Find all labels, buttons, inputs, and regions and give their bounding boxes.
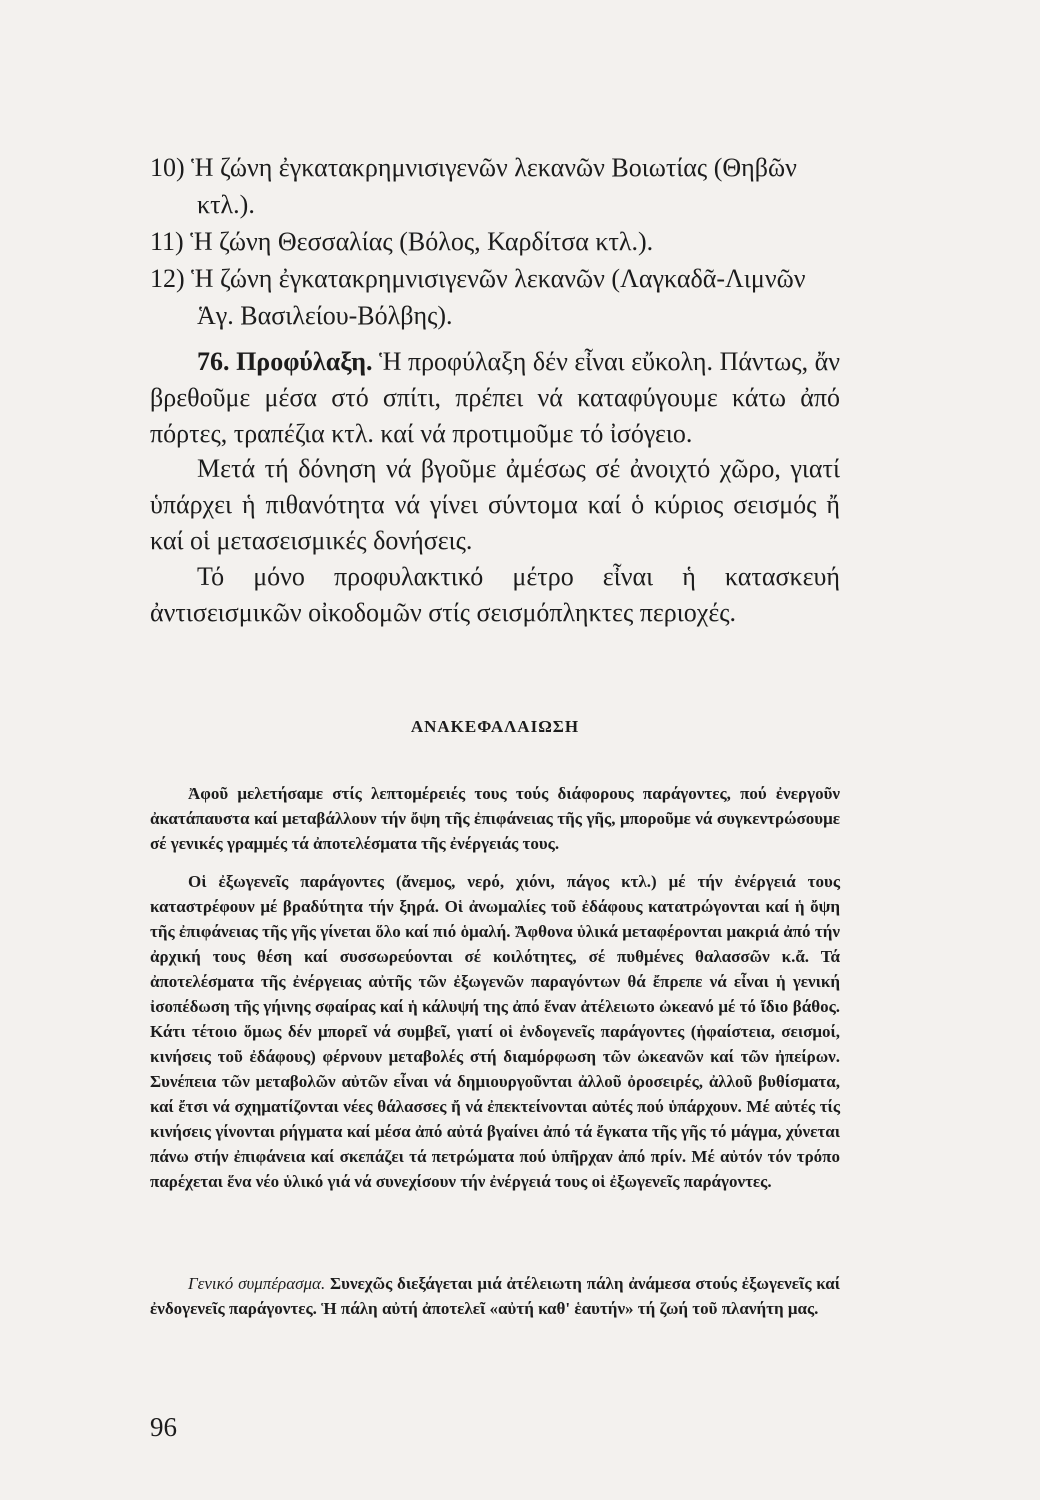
summary-heading: ΑΝΑΚΕΦΑΛΑΙΩΣΗ [410,717,580,736]
zone-text: Ἡ ζώνη ἐγκατακρημνισιγενῶν λεκανῶν (Λαγκαδᾶ-Λιμνῶν [191,264,806,293]
summary-paragraph-1: Ἀφοῦ μελετήσαμε στίς λεπτομέρειές τους τούς διάφορους παράγοντες, πού ἐνεργοῦν ἀκατάπαυστα καί μεταβάλλουν τήν ὄψη τῆς ἐπιφάνειας τῆς γῆς, μποροῦμε νά συγκεντρώσουμε σέ γενικές γραμμές τά ἀποτελέσματα τῆς ἐνέργειάς τους. [150,784,840,853]
zone-number: 12) [150,264,185,293]
zone-item-10 [150,149,840,223]
summary-paragraph-2: Οἱ ἐξωγενεῖς παράγοντες (ἄνεμος, νερό, χιόνι, πάγος κτλ.) μέ τήν ἐνέργειά τους καταστρέφουν μέ βραδύτητα τήν ξηρά. Οἱ ἀνωμαλίες τοῦ ἐδάφους κατατρώγονται καί ἡ ὄψη τῆς ἐπιφάνειας τῆς γῆς γίνεται ὅλο καί πιό ὁμαλή. Ἄφθονα ὑλικά μεταφέρονται μακριά ἀπό τήν ἀρχική τους θέση καί συσσωρεύονται σέ κοιλότητες, σέ πυθμένες θαλασσῶν κ.ἄ. Τά ἀποτελέσματα τῆς ἐνέργειας αὐτῆς τῶν ἐξωγενῶν παραγόντων θά ἔπρεπε νά εἶναι ἡ γενική ἰσοπέδωση τῆς γήινης σφαίρας καί ἡ κάλυψή της ἀπό ἕναν ἀτέλειωτο ὠκεανό μέ τό ἴδιο βάθος. Κάτι τέτοιο ὅμως δέν μπορεῖ νά συμβεῖ, γιατί οἱ ἐνδογενεῖς παράγοντες (ἡφαίστεια, σεισμοί, κινήσεις τοῦ ἐδάφους) φέρνουν μεταβολές στή διαμόρφωση τῶν ὠκεανῶν καί τῶν ἠπείρων. Συνέπεια τῶν μεταβολῶν αὐτῶν εἶναι νά δημιουργοῦνται ἀλλοῦ ὀροσειρές, ἀλλοῦ βυθίσματα, καί ἔτσι νά σχηματίζονται νέες θάλασσες ἤ νά ἐπεκτείνονται αὐτές πού ὑπάρχουν. Μέ αὐτές τίς κινήσεις γίνονται ρήγματα καί μέσα ἀπό αὐτά βγαίνει ἀπό τά ἔγκατα τῆς γῆς τό μάγμα, χύνεται πάνω στήν ἐπιφάνεια καί σκεπάζει τά πετρώματα πού ὑπῆρχαν ἀπό πρίν. Μέ αὐτόν τόν τρόπο παρέχεται ἕνα νέο ὑλικό γιά νά συνεχίσουν τήν ἐνέργειά τους οἱ ἐξωγενεῖς παράγοντες. [150,872,840,1191]
zone-number: 11) [150,227,184,256]
zone-number: 10) [150,153,185,182]
conclusion-text: Συνεχῶς διεξάγεται μιά ἀτέλειωτη πάλη ἀνάμεσα στούς ἐξωγενεῖς καί ἐνδογενεῖς παράγοντες. Ἡ πάλη αὐτή ἀποτελεῖ «αὐτή καθ' ἑαυτήν» τή ζωή τοῦ πλανήτη μας. [150,1274,840,1318]
zone-text: Ἡ ζώνη Θεσσαλίας (Βόλος, Καρδίτσα κτλ.). [190,227,654,256]
after-quake-paragraph: Μετά τή δόνηση νά βγοῦμε ἀμέσως σέ ἀνοιχτό χῶρο, γιατί ὑπάρχει ἡ πιθανότητα νά γίνει σύντομα καί ὁ κύριος σεισμός ἤ καί οἱ μετασεισμικές δονήσεις. [150,454,840,555]
summary-conclusion [150,1271,840,1321]
section-title: Προφύλαξη. [236,347,373,376]
zone-text: Ἡ ζώνη ἐγκατακρημνισιγενῶν λεκανῶν Βοιωτίας (Θηβῶν [191,153,797,182]
zone-item-11 [150,223,840,260]
page-number: 96 [150,1412,177,1442]
zone-text-continuation: Ἁγ. Βασιλείου-Βόλβης). [197,301,453,330]
protection-measure-paragraph: Τό μόνο προφυλακτικό μέτρο εἶναι ἡ κατασκευή ἀντισεισμικῶν οἰκοδομῶν στίς σεισμόπληκτες περιοχές. [150,562,840,627]
conclusion-label: Γενικό συμπέρασμα. [188,1274,326,1293]
section-text: Ἡ προφύλαξη δέν εἶναι εὔκολη. Πάντως, ἄν βρεθοῦμε μέσα στό σπίτι, πρέπει νά καταφύγουμε κάτω ἀπό πόρτες, τραπέζια κτλ. καί νά προτιμοῦμε τό ἰσόγειο. [150,347,841,448]
section-number: 76. [197,347,230,376]
zone-item-12 [150,260,840,334]
section-76-paragraph [150,344,840,452]
zone-text-continuation: κτλ.). [197,190,255,219]
